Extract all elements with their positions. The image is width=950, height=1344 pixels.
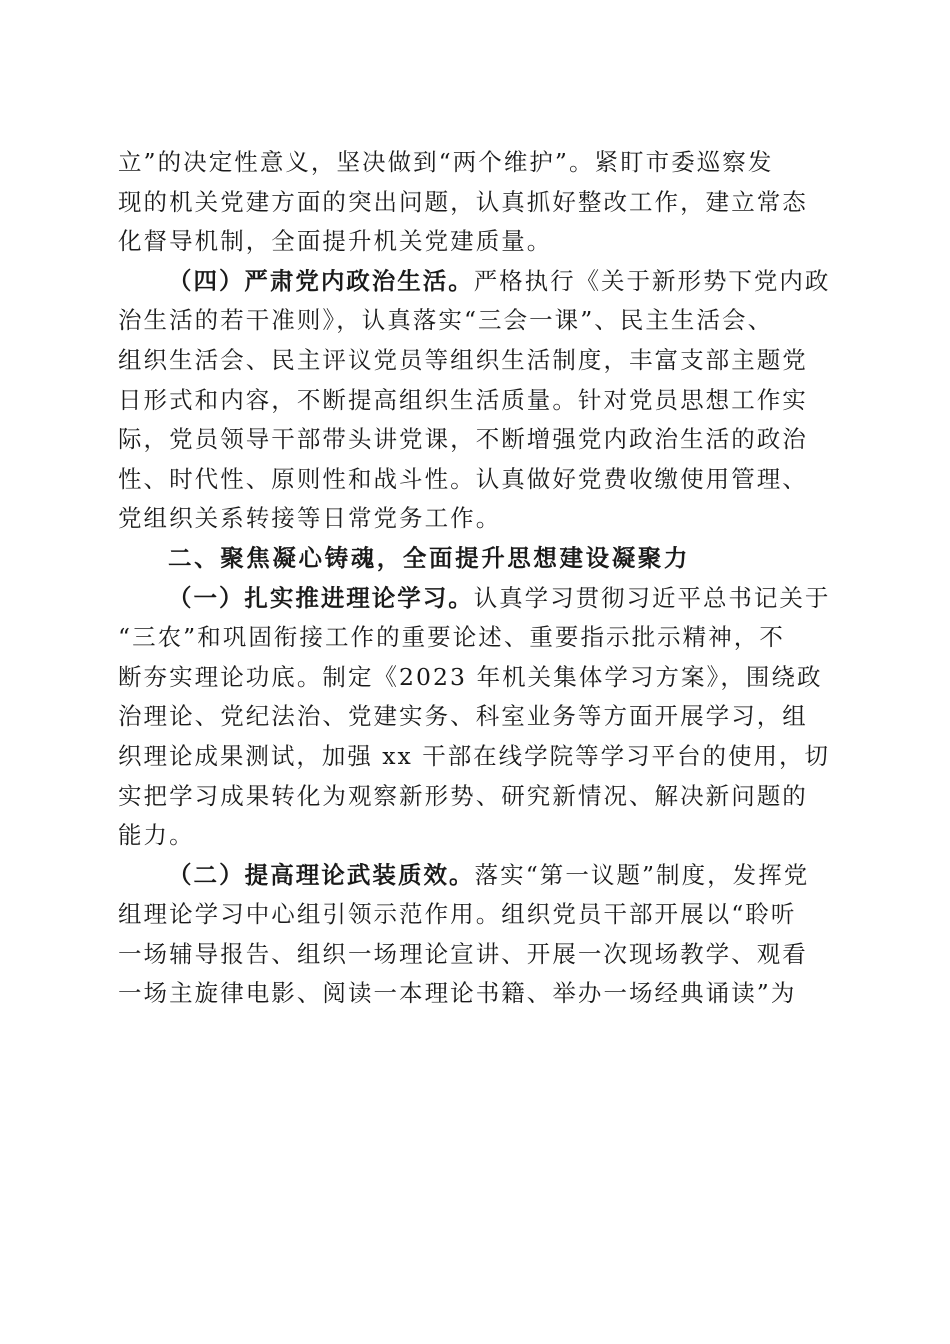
body-line [118, 499, 830, 539]
line-text: 认真学习贯彻习近平总书记关于 [473, 583, 831, 612]
line-text: “三农”和巩固衔接工作的重要论述、重要指示批示精神，不 [118, 623, 785, 652]
line-text: 实把学习成果转化为观察新形势、研究新情况、解决新问题的 [118, 781, 808, 810]
body-line [118, 935, 830, 975]
body-line [118, 420, 830, 460]
line-text: 际，党员领导干部带头讲党课，不断增强党内政治生活的政治 [118, 425, 808, 454]
section-heading-line [118, 539, 830, 579]
document-body [118, 143, 830, 1014]
body-line [118, 143, 830, 183]
body-line [118, 222, 830, 262]
body-line [118, 381, 830, 421]
line-text: 织理论成果测试，加强 xx 干部在线学院等学习平台的使用，切 [118, 741, 830, 770]
line-text: 一场主旋律电影、阅读一本理论书籍、举办一场经典诵读”为 [118, 979, 797, 1008]
body-line [118, 341, 830, 381]
body-line [118, 816, 830, 856]
body-line [118, 895, 830, 935]
line-text: 立”的决定性意义，坚决做到“两个维护”。紧盯市委巡察发 [118, 148, 774, 176]
line-text: 断夯实理论功底。制定《2023 年机关集体学习方案》，围绕政 [118, 662, 823, 691]
paragraph-first-line [118, 856, 830, 896]
paragraph-first-line [118, 579, 830, 619]
line-text: 严格执行《关于新形势下党内政 [473, 266, 831, 295]
line-text: 化督导机制，全面提升机关党建质量。 [118, 227, 553, 256]
body-line [118, 183, 830, 223]
section-heading: 二、聚焦凝心铸魂，全面提升思想建设凝聚力 [168, 543, 690, 572]
subsection-heading: （一）扎实推进理论学习。 [168, 583, 474, 612]
line-text: 组理论学习中心组引领示范作用。组织党员干部开展以“聆听 [118, 900, 797, 929]
subsection-heading: （四）严肃党内政治生活。 [168, 266, 474, 295]
line-text: 落实“第一议题”制度，发挥党 [474, 860, 810, 889]
body-line [118, 974, 830, 1014]
line-text: 现的机关党建方面的突出问题，认真抓好整改工作，建立常态 [118, 187, 808, 216]
paragraph-first-line [118, 262, 830, 302]
line-text: 性、时代性、原则性和战斗性。认真做好党费收缴使用管理、 [118, 464, 808, 493]
line-text: 一场辅导报告、组织一场理论宣讲、开展一次现场教学、观看 [118, 939, 808, 968]
body-line [118, 460, 830, 500]
line-text: 党组织关系转接等日常党务工作。 [118, 504, 502, 533]
body-line [118, 301, 830, 341]
line-text: 组织生活会、民主评议党员等组织生活制度，丰富支部主题党 [118, 345, 808, 374]
line-text: 能力。 [118, 821, 195, 850]
body-line [118, 697, 830, 737]
line-text: 治生活的若干准则》，认真落实“三会一课”、民主生活会、 [118, 306, 774, 335]
body-line [118, 737, 830, 777]
line-text: 日形式和内容，不断提高组织生活质量。针对党员思想工作实 [118, 385, 808, 414]
body-line [118, 658, 830, 698]
body-line [118, 777, 830, 817]
body-line [118, 618, 830, 658]
line-text: 治理论、党纪法治、党建实务、科室业务等方面开展学习，组 [118, 702, 808, 731]
subsection-heading: （二）提高理论武装质效。 [168, 860, 475, 889]
